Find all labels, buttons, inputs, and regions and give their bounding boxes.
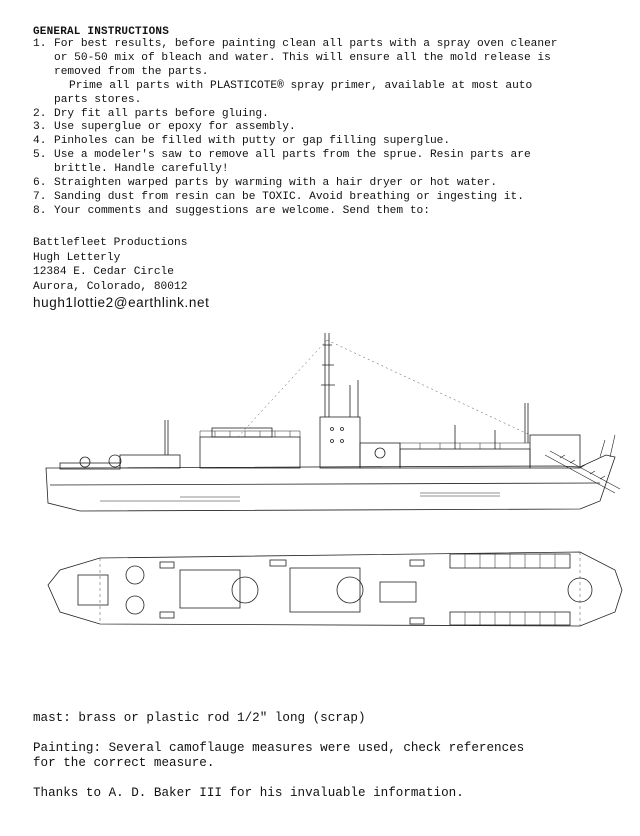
step-4 [33, 135, 633, 149]
step-text: or 50-50 mix of bleach and water. This will ensure all the mold release is [54, 51, 551, 64]
step-1-sub [33, 80, 633, 108]
painting-note-continued: for the correct measure. [33, 756, 215, 770]
step-subtext: parts stores. [54, 93, 142, 106]
step-5 [33, 149, 633, 177]
company-name: Battlefleet Productions [33, 237, 188, 249]
heading: GENERAL INSTRUCTIONS [33, 26, 170, 38]
ship-deck-plan-drawing [40, 540, 625, 640]
step-text: brittle. Handle carefully! [54, 163, 229, 176]
step-number: 6. [33, 177, 47, 190]
step-number: 3. [33, 121, 47, 134]
step-text: removed from the parts. [54, 65, 209, 78]
step-3 [33, 121, 633, 135]
step-text: For best results, before painting clean all parts with a spray oven cleaner [54, 38, 558, 50]
step-subtext: Prime all parts with PLASTICOTE® spray primer, available at most auto [69, 79, 533, 92]
step-7 [33, 191, 633, 205]
thanks-note: Thanks to A. D. Baker III for his invaluable information. [33, 786, 464, 800]
notes [33, 711, 633, 816]
step-text: Sanding dust from resin can be TOXIC. Avoid breathing or ingesting it. [54, 190, 524, 203]
contact-address [33, 236, 209, 311]
step-text: Use superglue or epoxy for assembly. [54, 121, 296, 134]
step-1 [33, 38, 633, 80]
step-text: Straighten warped parts by warming with a hair dryer or hot water. [54, 177, 498, 190]
step-number: 5. [33, 149, 47, 162]
step-number: 4. [33, 135, 47, 148]
email-address: hugh1lottie2@earthlink.net [33, 295, 210, 311]
painting-note: Painting: Several camoflauge measures were used, check references [33, 741, 525, 755]
mast-note: mast: brass or plastic rod 1/2" long (scrap) [33, 711, 366, 725]
street-address: 12384 E. Cedar Circle [33, 266, 174, 279]
instruction-list [33, 38, 633, 219]
step-8 [33, 205, 633, 219]
step-text: Pinholes can be filled with putty or gap filling superglue. [54, 135, 451, 148]
step-text: Your comments and suggestions are welcome. Send them to: [54, 204, 430, 217]
step-number: 1. [33, 38, 47, 50]
step-number: 2. [33, 107, 47, 120]
step-number: 8. [33, 204, 47, 217]
step-text: Use a modeler's saw to remove all parts from the sprue. Resin parts are [54, 149, 531, 162]
city-address: Aurora, Colorado, 80012 [33, 280, 188, 293]
ship-profile-drawing [40, 325, 625, 525]
step-6 [33, 177, 633, 191]
step-text: Dry fit all parts before gluing. [54, 107, 269, 120]
contact-name: Hugh Letterly [33, 251, 121, 264]
step-number: 7. [33, 190, 47, 203]
step-2 [33, 108, 633, 122]
